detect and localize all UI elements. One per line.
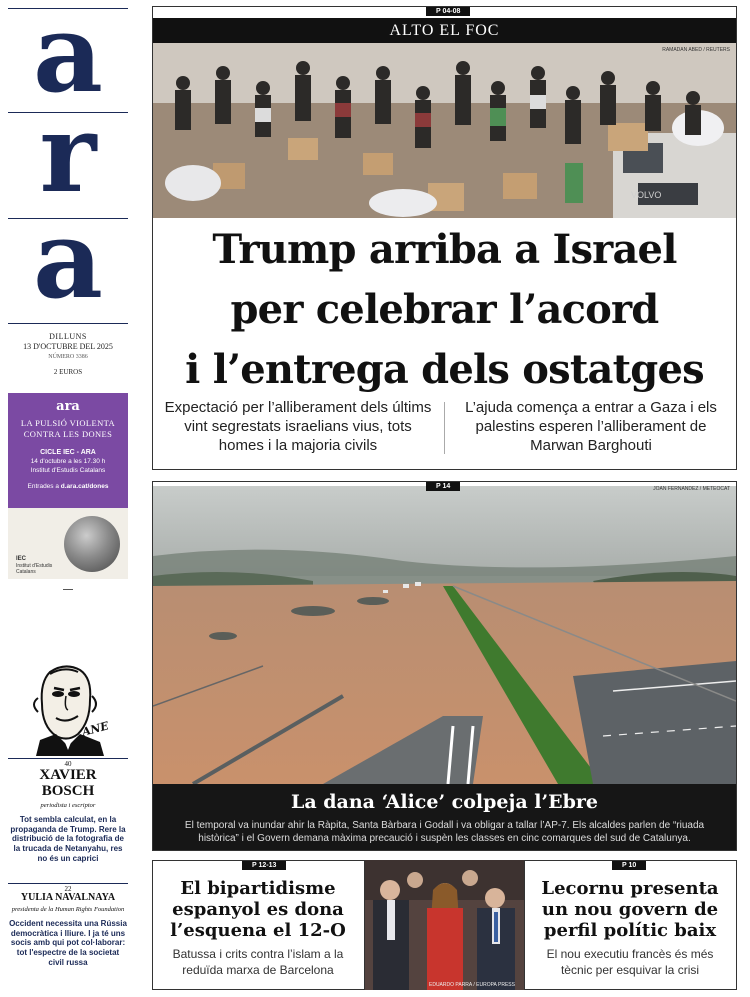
issue-day: DILLUNS: [49, 332, 87, 341]
lead-headline-line-2: per celebrar l’acord: [230, 286, 659, 333]
promo-url-prefix: Entrades a: [27, 483, 61, 491]
flood-headline: La dana ‘Alice’ colpeja l’Ebre: [290, 791, 598, 813]
promo-brand: ara: [56, 399, 80, 414]
promo-cycle: CICLE IEC - ARA: [40, 449, 96, 457]
event-promo[interactable]: [8, 393, 128, 579]
issue-number: NÚMERO 3386: [48, 354, 88, 360]
promo-url-link[interactable]: d.ara.cat/dones: [60, 483, 109, 491]
lead-photo[interactable]: [153, 43, 736, 218]
truck-brand: VOLVO: [631, 190, 662, 200]
flood-caption[interactable]: [153, 784, 736, 850]
iec-logo-short: IEC: [16, 556, 27, 562]
bottom-middle-photo-credit: EDUARDO PARRA / EUROPA PRESS: [429, 982, 515, 988]
columnist-navalnaya[interactable]: [8, 885, 128, 967]
promo-schedule-line-2: Institut d'Estudis Catalans: [30, 466, 106, 474]
masthead-letter-2[interactable]: r: [39, 91, 97, 217]
crowd-photo-illustration: [153, 43, 736, 218]
lead-headline-line-3: i l’entrega dels ostatges: [185, 346, 704, 393]
moon-icon: [64, 516, 120, 572]
issue-date: 13 D'OCTUBRE DEL 2025: [23, 342, 113, 351]
bottom-right-headline: Lecornu presenta un nou govern de perfil polític baix: [541, 878, 719, 941]
masthead-rule-3: [8, 323, 128, 324]
columnist-caricature: [20, 660, 118, 756]
columnist-name: YULIA NAVALNAYA: [20, 892, 116, 903]
event-promo-panel: [8, 393, 128, 508]
columnist-page: 22: [64, 885, 72, 893]
columnist-role: presidenta de la Human Rights Foundation: [11, 905, 125, 913]
bottom-left-page-ref[interactable]: P 12-13: [242, 861, 286, 870]
politicians-photo-illustration: [365, 860, 524, 990]
promo-title-line-2: CONTRA LES DONES: [23, 428, 113, 439]
issue-price: 2 EUROS: [53, 368, 83, 376]
masthead-letter-3[interactable]: a: [33, 197, 103, 323]
iec-logo: [16, 556, 64, 575]
lead-headline-line-1: Trump arriba a Israel: [212, 226, 677, 273]
left-column: [8, 0, 130, 997]
bottom-left-sub: Batussa i crits contra l’islam a la reduïda marxa de Barcelona: [172, 947, 344, 977]
flood-summary: El temporal va inundar ahir la Ràpita, Santa Bàrbara i Godall i va obligar a tallar l’AP-7. Els alcaldes parlen de “riuada històrica” i el Govern demana màxima precaució i suspèn les classes en cinc comarques del sud de Catalunya.: [184, 820, 705, 844]
flood-photo-credit: JOAN FERNANDEZ / METEOCAT: [653, 486, 730, 492]
bottom-right-sub: El nou executiu francès és més tècnic per esquivar la crisi: [546, 947, 714, 977]
promo-schedule-line-1: 14 d'octubre a les 17.30 h: [30, 458, 106, 466]
promo-title-line-1: LA PULSIÓ VIOLENTA: [20, 418, 116, 428]
columnist-rule-2: [8, 883, 128, 884]
lead-kicker: ALTO EL FOC: [153, 18, 736, 43]
masthead-letter-1[interactable]: a: [33, 0, 103, 117]
promo-schedule: [8, 458, 128, 475]
columnist-blurb: Tot sembla calculat, en la propaganda de Trump. Rere la distribució de la fotografia de la trucada de Netanyahu, res no és un caprici: [10, 815, 126, 863]
columnist-role: periodista i escriptor: [40, 801, 96, 809]
columnist-bosch[interactable]: [8, 760, 128, 863]
bottom-right-page-ref[interactable]: P 10: [612, 861, 646, 870]
cartoon-signature: ANE: [80, 719, 111, 739]
lead-page-ref[interactable]: P 04-08: [426, 7, 470, 16]
flood-photo[interactable]: [153, 486, 736, 784]
columnist-page: 40: [64, 760, 72, 768]
lead-photo-credit: RAMADAN ABED / REUTERS: [662, 47, 730, 53]
iec-logo-line-2: Catalans: [16, 569, 36, 576]
lead-deck-right: L’ajuda comença a entrar a Gaza i els palestins esperen l’alliberament de Marwan Barghouti: [465, 399, 717, 454]
lead-deck-left: Expectació per l’alliberament dels últims vint segrestats israelians vius, tots homes i la majoria civils: [164, 399, 432, 454]
columnist-name-line-1: XAVIER: [39, 767, 97, 783]
columnist-name-line-2: BOSCH: [41, 782, 95, 799]
promo-url-line: [8, 483, 128, 490]
promo-image: [8, 508, 128, 579]
flood-photo-illustration: [153, 486, 736, 784]
bottom-left-headline: El bipartidisme espanyol es dona l’esquena el 12-O: [170, 878, 346, 941]
deck-divider: [444, 402, 445, 454]
columnist-rule-1: [8, 758, 128, 759]
issue-info: [8, 332, 128, 376]
section-dash: [63, 589, 73, 590]
flood-page-ref[interactable]: P 14: [426, 482, 460, 491]
lead-headline[interactable]: [153, 220, 736, 400]
iec-logo-line-1: Institut d'Estudis: [16, 563, 53, 570]
columnist-blurb: Occident necessita una Rússia democràtica i lliure. I ja té uns socis amb qui pot col·laborar: tot l'espectre de la societat civil russa: [9, 919, 127, 967]
promo-title: [8, 418, 128, 439]
bottom-middle-photo[interactable]: [365, 860, 524, 990]
